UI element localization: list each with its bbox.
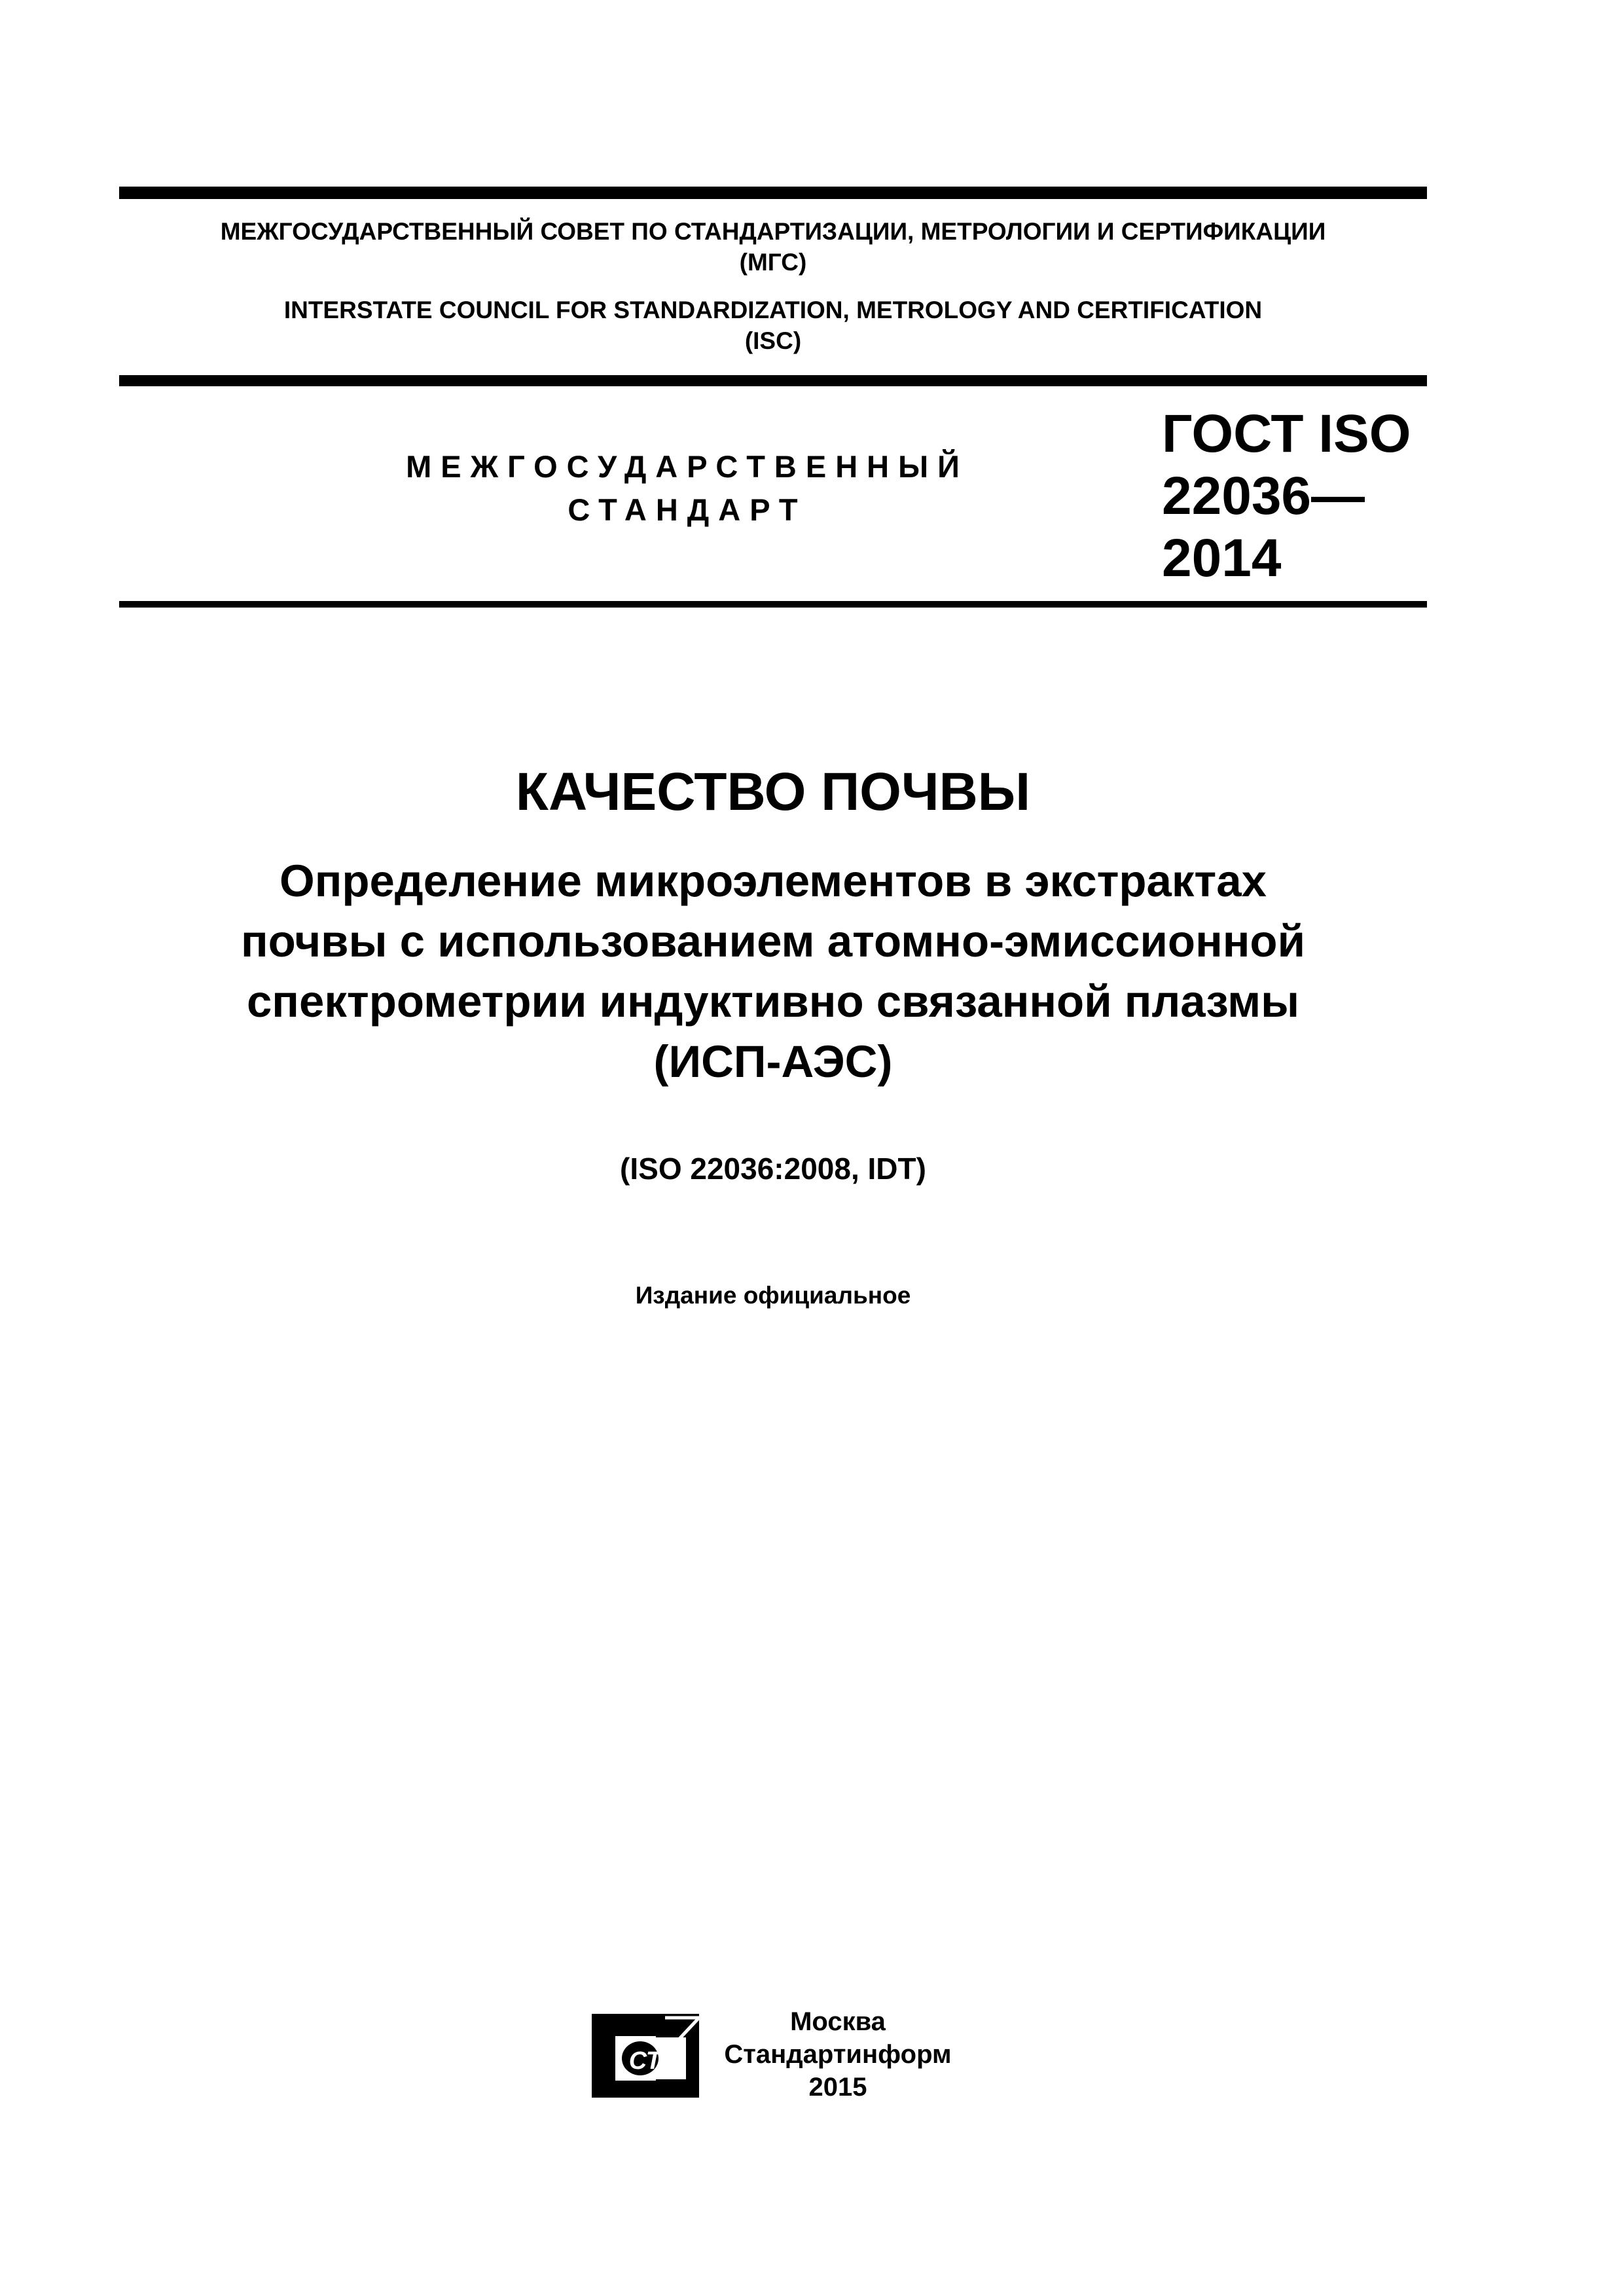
top-rule (119, 187, 1427, 199)
subtitle-line1: Определение микроэлементов в экстрактах (280, 856, 1267, 906)
bottom-rule (119, 601, 1427, 608)
subtitle-line3: спектрометрии индуктивно связанной плазмы (246, 976, 1300, 1027)
middle-rule (119, 375, 1427, 386)
publisher-name: Стандартинформ (724, 2040, 952, 2069)
publication-year: 2015 (808, 2073, 867, 2102)
standard-type (367, 445, 1008, 532)
designation-line1: ГОСТ ISO (1162, 404, 1411, 464)
council-abbrev-en: (ISC) (744, 327, 802, 354)
standard-type-line2: СТАНДАРТ (568, 492, 807, 527)
document-subtitle (119, 851, 1427, 1092)
council-abbrev-ru: (МГС) (739, 249, 807, 276)
document-title: КАЧЕСТВО ПОЧВЫ (515, 762, 1031, 822)
designation-line3: 2014 (1162, 528, 1282, 588)
subtitle-line4: (ИСП-АЭС) (653, 1036, 893, 1087)
standard-type-line1: МЕЖГОСУДАРСТВЕННЫЙ (406, 449, 969, 484)
standard-designation (1162, 403, 1424, 589)
logo-text: СТИ (628, 2047, 679, 2075)
council-name-en (119, 295, 1427, 356)
standartinform-logo-icon (588, 2010, 703, 2102)
publisher-info (720, 2005, 956, 2104)
subtitle-line2: почвы с использованием атомно-эмиссионной (241, 916, 1305, 966)
edition-note: Издание официальное (635, 1282, 911, 1309)
council-name-en-line1: INTERSTATE COUNCIL FOR STANDARDIZATION, METROLOGY AND CERTIFICATION (283, 297, 1263, 323)
designation-line2: 22036— (1162, 466, 1365, 526)
council-name-ru-line1: МЕЖГОСУДАРСТВЕННЫЙ СОВЕТ ПО СТАНДАРТИЗАЦИИ, МЕТРОЛОГИИ И СЕРТИФИКАЦИИ (220, 218, 1326, 245)
iso-reference: (ISO 22036:2008, IDT) (620, 1152, 926, 1186)
publisher-city: Москва (790, 2007, 886, 2036)
council-name-ru (119, 216, 1427, 278)
